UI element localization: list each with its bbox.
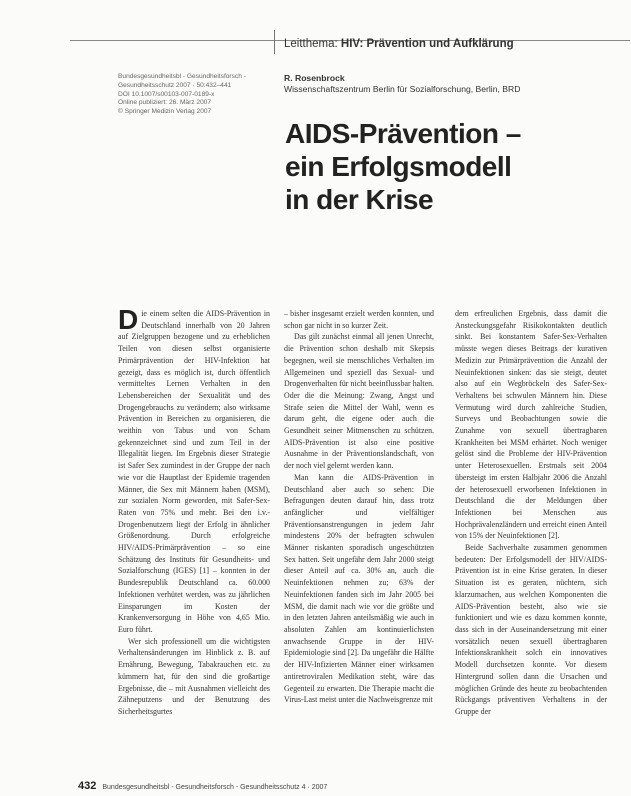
article-title — [285, 117, 521, 216]
body-column-1 — [118, 304, 270, 718]
section-header — [284, 38, 514, 50]
paragraph: Wer sich professionell um die wichtigsten Verhaltensänderungen im Hinblick z. B. auf Ernährung, Bewegung, Tabakrauchen etc. zu kümmern hat, für den sind die großartige Ergebnisse, die – mit Ausnahmen vielleicht des Zähneputzens und der Benutzung des Sicherheitsgurtes — [118, 636, 270, 716]
title-line: in der Krise — [285, 184, 434, 215]
page-number: 432 — [78, 780, 97, 792]
paragraph: – bisher insgesamt erzielt werden konnten, und schon gar nicht in so kurzer Zeit. — [284, 309, 434, 330]
body-column-3 — [455, 308, 607, 718]
author-block — [284, 73, 520, 95]
header-divider — [274, 30, 275, 54]
meta-line: © Springer Medizin Verlag 2007 — [118, 108, 212, 116]
drop-cap: D — [118, 304, 139, 335]
page-footer — [78, 780, 327, 792]
meta-line: DOI 10.1007/s00103-007-0189-x — [118, 90, 215, 98]
meta-line: Online publiziert: 26. März 2007 — [118, 99, 212, 107]
journal-name: Bundesgesundheitsbl - Gesundheitsforsch - Gesundheitsschutz 4 · 2007 — [102, 784, 328, 791]
paragraph: Man kann die AIDS-Prävention in Deutschland aber auch so sehen: Die Befragungen deuten darauf hin, dass trotz anfänglicher und vielfältiger Präventionsanstrengungen in jedem Jahr mindestens 20% der befragten schwulen Männer riskanten sporadisch ungeschützten Sex hatten. Seit ungefähr dem Jahr 2000 steigt dieser Anteil auf ca. 30% an, auch die Neuinfektionen nehmen zu; 63% der Neuinfektionen fanden sich im Jahr 2005 bei MSM, die damit nach wie vor die größte und in den letzten Jahren anteilsmäßig wie auch in absoluten Zahlen am kontinuierlichsten anwachsende Gruppe in der HIV-Epidemiologie sind [2]. Da ungefähr die Hälfte der HIV-Infizierten Männer einer wirksamen antiretroviralen Medikation steht, wäre das Gegenteil zu erwarten. Die Therapie macht die Virus-Last meist unter die Nachweisgrenze mit — [284, 472, 434, 705]
title-line: ein Erfolgsmodell — [285, 151, 512, 182]
citation-metadata — [118, 73, 278, 117]
paragraph: ie einem selten die AIDS-Prävention in Deutschland innerhalb von 20 Jahren auf Zielgruppen bezogene und zu erheblichen Teilen von diesen selbst organisierte Primärprävention der HIV-Infektion hat gezeigt, dass es möglich ist, durch öffentlich vermitteltes Lernen Verhalten in den Lebensbereichen der Sexualität und des Drogengebrauchs zu verändern; also wirksame Prävention in Bereichen zu organisieren, die weithin von Tabus und von Scham gekennzeichnet sind und zum Teil in der Illegalität liegen. Im Ergebnis dieser Strategie ist Safer Sex zumindest in der Gruppe der nach wie vor die Hauptlast der Epidemie tragenden Männer, die Sex mit Männern haben (MSM), zur sozialen Norm geworden, mit Safer-Sex-Raten von 75% und mehr. Bei den i.v.-Drogenbenutzern liegt der Erfolg in ähnlicher Größenordnung. Durch erfolgreiche HIV/AIDS-Primärprävention – so eine Schätzung des Instituts für Gesundheits- und Sozialforschung (IGES) [1] – konnten in der Bundesrepublik Deutschland ca. 60.000 Infektionen verhütet werden, was zu jährlichen Einsparungen im Kosten der Krankenversorgung in Höhe von 4,65 Mio. Euro führt. — [118, 309, 270, 634]
paragraph: Beide Sachverhalte zusammen genommen bedeuten: Der Erfolgsmodell der HIV/AIDS-Prävention ist in eine Krise geraten. In dieser Situation ist es geraten, nüchtern, sich klarzumachen, aus welchen Komponenten die AIDS-Prävention besteht, also wie sie funktioniert und wie es dazu kommen konnte, dass sich in der Auseinandersetzung mit einer vorsätzlich neuen sexuell übertragbaren Infektionskrankheit solch ein innovatives Modell durchsetzen konnte. Vor diesem Hintergrund sollen dann die Ursachen und möglichen Gründe des heute zu beobachtenden Rückgangs präventiven Verhaltens in der Gruppe der — [455, 543, 607, 716]
body-column-2 — [284, 308, 434, 706]
meta-line: Gesundheitsschutz 2007 · 50:432–441 — [118, 81, 232, 89]
author-name: R. Rosenbrock — [284, 73, 345, 83]
paragraph: Das gilt zunächst einmal all jenen Unrecht, die Prävention schon deshalb mit Skepsis begegnen, weil sie menschliches Verhalten im Allgemeinen und speziell das Sexual- und Drogenverhalten für nicht beeinflussbar halten. Oder die die Meinung: Zwang, Angst und Strafe seien die Mittel der Wahl, wenn es darum geht, die eigene oder auch die Gesundheit seiner Mitmenschen zu schützen. AIDS-Prävention ist also eine positive Ausnahme in der Präventionslandschaft, von der noch viel gelernt werden kann. — [284, 332, 434, 471]
title-line: AIDS-Prävention – — [285, 118, 521, 149]
section-label: Leitthema: — [284, 38, 341, 50]
section-topic: HIV: Prävention und Aufklärung — [340, 38, 514, 50]
paragraph: dem erfreulichen Ergebnis, dass damit die Ansteckungsgefahr Risikokontakten deutlich sinkt. Bei konstantem Safer-Sex-Verhalten müsste wegen dieses Beitrags der kurativen Medizin zur Primärprävention die Anzahl der Neuinfektionen sinken: das sie steigt, deutet also auf ein Wegbröckeln des Safer-Sex-Verhaltens bei schwulen Männern hin. Diese Vermutung wird durch zahlreiche Studien, Surveys und Beobachtungen sowie die Zunahme von sexuell übertragbaren Krankheiten bei MSM erhärtet. Noch weniger gelöst sind die Probleme der HIV-Prävention unter Heterosexuellen. Erstmals seit 2004 übersteigt im ersten Halbjahr 2006 die Anzahl der heterosexuell erworbenen Infektionen in Deutschland die der Meldungen über Infektionen bei Menschen aus Hochprävalenzländern und erreicht einen Anteil von 15% der Neuinfektionen [2]. — [455, 309, 607, 541]
meta-line: Bundesgesundheitsbl - Gesundheitsforsch - — [118, 73, 246, 80]
author-affiliation: Wissenschaftszentrum Berlin für Sozialforschung, Berlin, BRD — [284, 84, 521, 94]
